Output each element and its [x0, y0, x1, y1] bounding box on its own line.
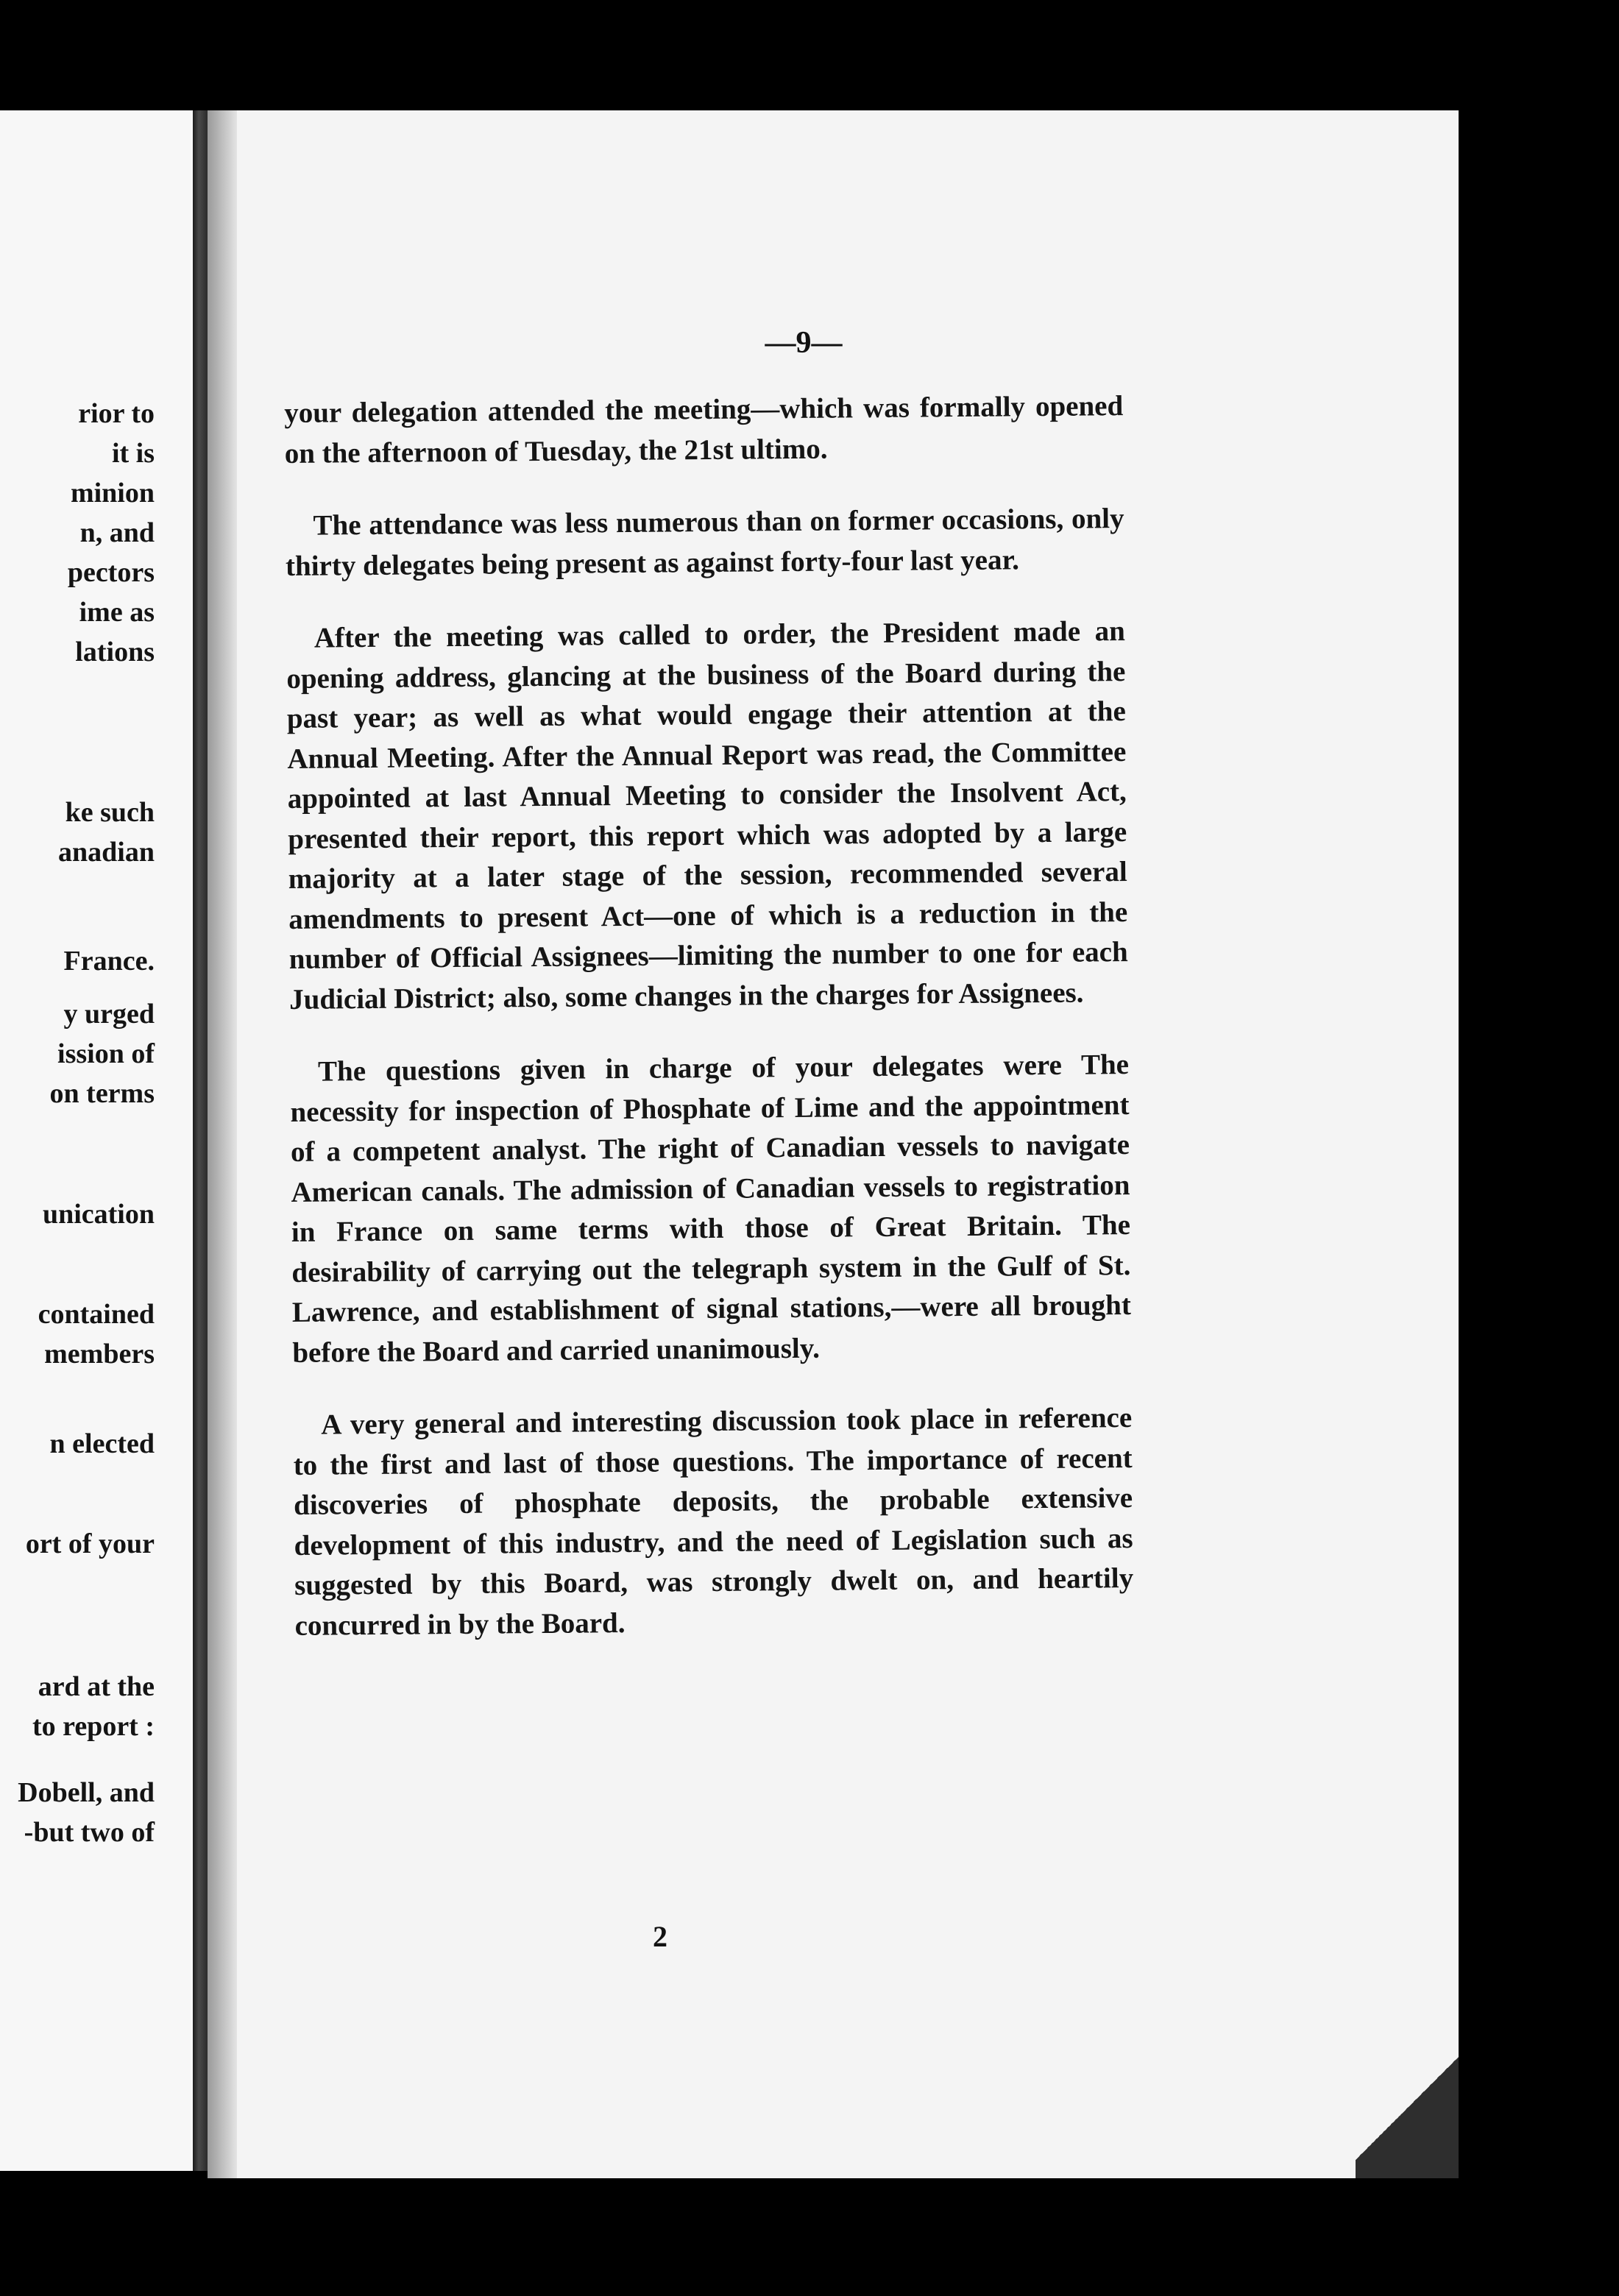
left-page-fragment: ke such: [65, 797, 155, 828]
left-page-fragment: n elected: [49, 1428, 155, 1459]
left-page-fragment: unication: [42, 1199, 155, 1230]
left-page-fragment: to report :: [32, 1711, 155, 1742]
book-gutter: [193, 110, 208, 2171]
left-facing-page: [0, 110, 193, 2171]
paragraph: The attendance was less numerous than on former occasions, only thirty delegates being present as against forty-four last year.: [285, 503, 1124, 582]
left-page-fragment: contained: [38, 1299, 155, 1330]
left-page-fragment: members: [44, 1339, 155, 1370]
left-page-fragment: Dobell, and: [18, 1777, 155, 1808]
left-page-fragment: y urged: [63, 999, 155, 1030]
page-edge-shadow: [208, 110, 237, 2178]
paragraph: The questions given in charge of your delegates were The necessity for inspection of Phosphate of Lime and the appointment of a competent analyst. The right of Canadian vessels to navigate American canals. The admission of Canadian vessels to registration in France on same terms with those of Great Britain. The desirability of carrying out the telegraph system in the Gulf of St. Lawrence, and establishment of signal stations,—were all brought before the Board and carried unanimously.: [290, 1049, 1132, 1369]
left-page-fragment: it is: [111, 438, 155, 469]
paragraph: your delegation attended the meeting—which was formally opened on the afternoon of Tuesday, the 21st ultimo.: [284, 390, 1124, 470]
left-page-fragment: lations: [75, 637, 155, 667]
left-page-fragment: ard at the: [38, 1671, 155, 1702]
left-page-fragment: n, and: [79, 517, 155, 548]
left-page-fragment: anadian: [58, 837, 155, 868]
page-number: —9—: [765, 326, 843, 360]
left-page-fragment: rior to: [78, 398, 155, 429]
left-page-fragment: -but two of: [24, 1817, 155, 1848]
left-page-fragment: ission of: [57, 1038, 155, 1069]
left-page-fragment: on terms: [49, 1078, 155, 1109]
page-corner: [1356, 2038, 1459, 2178]
left-page-fragment: France.: [63, 946, 155, 977]
paragraph: After the meeting was called to order, the President made an opening address, glancing at the business of the Board during the past year; as well as what would engage their attention at the Annual Meeting. After the Annual Report was read, the Committee appointed at last Annual Meeting to consider the Insolvent Act, presented their report, this report which was adopted by a large majority at a later stage of the session, recommended several amendments to present Act—one of which is a reduction in the number of Official Assignees—limiting the number to one for each Judicial District; also, some changes in the charges for Assignees.: [286, 615, 1128, 1016]
left-page-fragment: ort of your: [25, 1528, 155, 1559]
page-body: [284, 386, 1134, 1679]
left-page-fragment: minion: [70, 478, 155, 509]
paragraph: A very general and interesting discussion took place in reference to the first and last of those questions. The importance of recent discoveries of phosphate deposits, the probable extensive development of this industry, and the need of Legislation such as suggested by this Board, was strongly dwelt on, and heartily concurred in by the Board.: [293, 1401, 1134, 1642]
left-page-fragment: pectors: [67, 557, 155, 588]
signature-mark: 2: [653, 1920, 667, 1953]
document-page: [208, 110, 1459, 2178]
left-page-fragment: ime as: [79, 597, 155, 628]
